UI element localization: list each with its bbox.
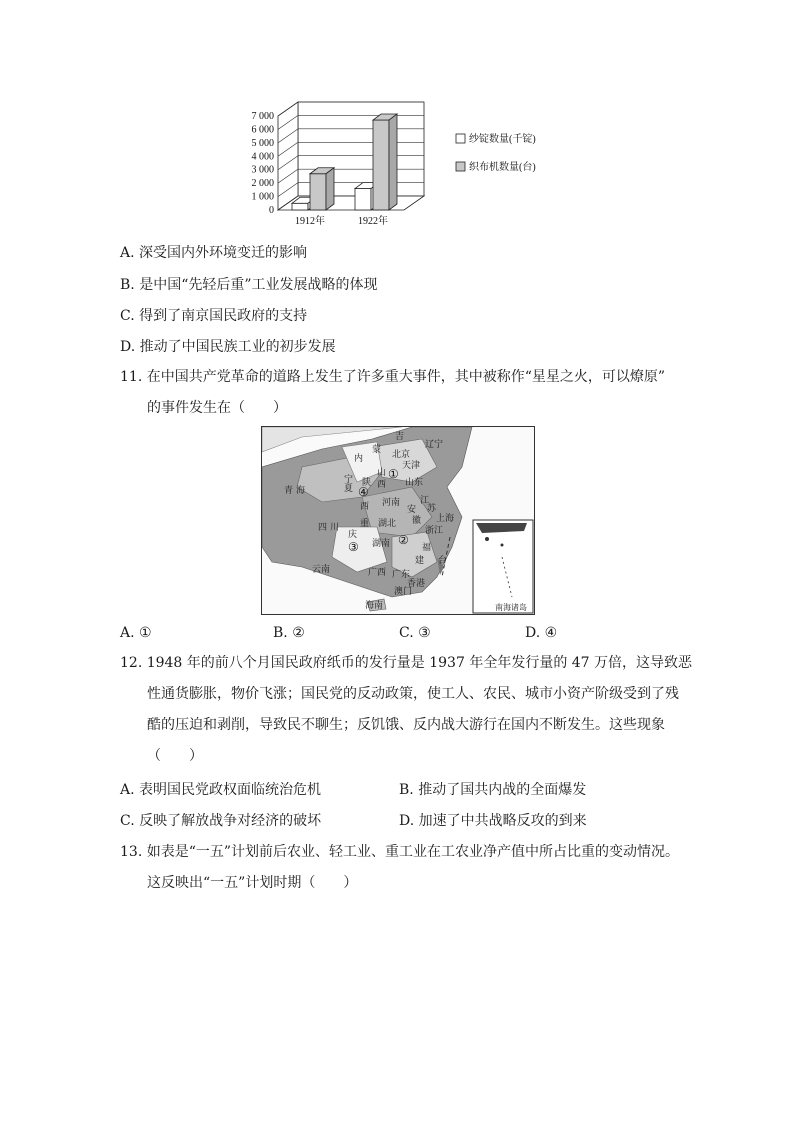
china-map	[261, 426, 535, 615]
map-label: 北京	[392, 450, 411, 460]
map-label: 河南	[382, 498, 401, 508]
map-label: 云南	[312, 565, 331, 575]
map-label: 香港	[407, 579, 426, 589]
map-label: 庆	[348, 530, 358, 540]
map-label: 海	[296, 486, 306, 496]
bar	[292, 203, 308, 210]
legend-swatch	[456, 134, 465, 143]
q11-option-d: D. ④	[525, 625, 558, 641]
map-label: 台	[438, 556, 448, 566]
q10-option-c: C. 得到了南京国民政府的支持	[120, 308, 308, 324]
map-label: 湖南	[372, 539, 391, 549]
map-label: 广东	[392, 570, 411, 580]
map-label: 内	[354, 454, 364, 464]
q13-stem-line1: 13. 如表是“一五”计划前后农业、轻工业、重工业在工农业净产值中所占比重的变动情况。	[120, 844, 680, 860]
q11-stem-line1: 11. 在中国共产党革命的道路上发生了许多重大事件，其中被称作“星星之火，可以燎原”	[120, 369, 666, 385]
map-label: 天津	[402, 461, 421, 471]
bar-chart	[234, 96, 564, 232]
y-tick-label: 3 000	[251, 164, 274, 176]
map-label: 澳门	[394, 587, 413, 597]
map-label: 广西	[368, 568, 387, 578]
legend-label: 纱锭数量(千锭)	[469, 134, 536, 145]
map-label: 山	[377, 468, 387, 478]
map-label: 辽宁	[425, 440, 444, 450]
map-label: 建	[415, 556, 425, 566]
map-label: 山东	[405, 478, 424, 488]
y-tick-label: 5 000	[251, 137, 274, 149]
map-label: 徽	[412, 516, 422, 526]
q12-stem-line4: （ ）	[147, 748, 203, 764]
y-tick-label: 1 000	[251, 191, 274, 203]
y-tick-label: 4 000	[251, 151, 274, 163]
legend-swatch	[456, 162, 465, 171]
map-label: 西	[377, 480, 387, 490]
map-label: 蒙	[372, 445, 382, 455]
map-label: 江	[420, 496, 430, 506]
map-marker-2: ②	[398, 533, 409, 547]
q11-option-c: C. ③	[399, 625, 431, 641]
q12-stem-line2: 性通货膨胀，物价飞涨；国民党的反动政策，使工人、农民、城市小资产阶级受到了残	[147, 686, 679, 702]
q13-stem-line2: 这反映出“一五”计划时期（ ）	[147, 875, 358, 891]
map-label: 浙江	[425, 526, 444, 536]
q11-stem-line2: 的事件发生在（ ）	[147, 400, 287, 416]
q11-option-a: A. ①	[120, 625, 152, 641]
map-label: 上海	[436, 514, 455, 524]
y-tick-label: 6 000	[251, 124, 274, 136]
y-tick-label: 0	[269, 205, 274, 216]
chart-side-wall	[278, 102, 298, 210]
q10-option-a: A. 深受国内外环境变迁的影响	[120, 245, 308, 261]
q11-option-b: B. ②	[273, 625, 305, 641]
map-label: 吉	[395, 432, 405, 442]
q10-option-b: B. 是中国“先轻后重”工业发展战略的体现	[120, 277, 378, 293]
bar-side	[326, 168, 334, 210]
chart-svg	[234, 96, 564, 232]
q12-stem-line3: 酷的压迫和剥削，导致民不聊生；反饥饿、反内战大游行在国内不断发生。这些现象	[147, 717, 665, 733]
map-marker-1: ①	[388, 467, 399, 481]
map-marker-4: ④	[358, 485, 369, 499]
q12-stem-line1: 12. 1948 年的前八个月国民政府纸币的发行量是 1937 年全年发行量的 47 万倍，这导致恶	[120, 655, 693, 671]
map-label: 川	[330, 523, 340, 533]
map-label: 南海诸岛	[495, 603, 527, 612]
category-label: 1922年	[358, 216, 388, 227]
y-tick-label: 2 000	[251, 178, 274, 190]
q12-option-d: D. 加速了中共战略反攻的到来	[399, 813, 587, 829]
category-label: 1912年	[295, 216, 325, 227]
map-label: 陕	[362, 478, 372, 488]
bar	[373, 120, 389, 210]
map-label: 宁	[344, 475, 354, 485]
y-tick-label: 7 000	[251, 111, 274, 122]
q12-option-c: C. 反映了解放战争对经济的破坏	[120, 813, 322, 829]
legend-label: 织布机数量(台)	[469, 162, 536, 173]
map-label: 西	[360, 502, 370, 512]
map-label: 夏	[344, 484, 354, 494]
bar-side	[389, 114, 397, 210]
map-label: 青	[284, 486, 294, 496]
q12-option-b: B. 推动了国共内战的全面爆发	[399, 782, 587, 798]
map-marker-3: ③	[348, 540, 359, 554]
bar	[310, 174, 326, 210]
map-label: 重	[360, 519, 370, 529]
map-label: 安	[407, 505, 417, 515]
map-label: 福	[422, 543, 432, 553]
map-label: 海南	[365, 601, 384, 611]
map-label: 四	[318, 523, 328, 533]
q12-option-a: A. 表明国民党政权面临统治危机	[120, 782, 322, 798]
map-label: 苏	[427, 504, 437, 514]
q10-option-d: D. 推动了中国民族工业的初步发展	[120, 339, 336, 355]
bar	[355, 189, 371, 210]
map-label: 湖北	[378, 519, 397, 529]
